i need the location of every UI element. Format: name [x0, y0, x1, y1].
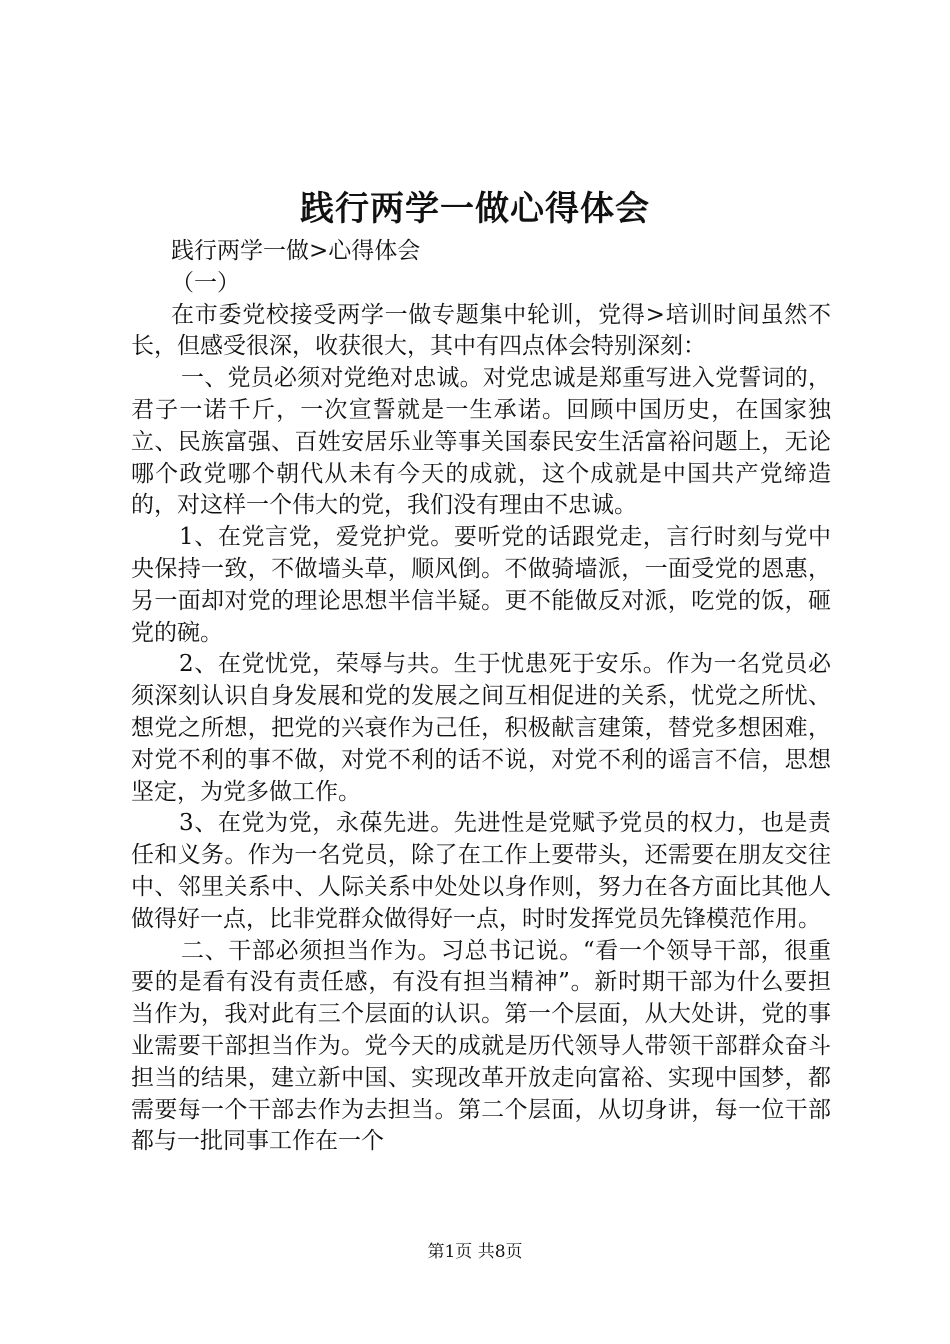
- page-footer: 第1页 共8页: [427, 1242, 523, 1262]
- item-three-paragraph: 3、在党为党，永葆先进。先进性是党赋予党员的权力，也是责任和义务。作为一名党员，除了在工作上要带头，还需要在朋友交往中、邻里关系中、人际关系中处处以身作则，努力在各方面比其他人做得好一点，比非党群众做得好一点，时时发挥党员先锋模范作用。: [131, 810, 831, 932]
- intro-paragraph: 在市委党校接受两学一做专题集中轮训，党得>培训时间虽然不长，但感受很深，收获很大，其中有四点体会特别深刻：: [131, 301, 831, 360]
- document-subtitle: 践行两学一做>心得体会: [171, 238, 421, 264]
- document-title: 践行两学一做心得体会: [300, 189, 650, 229]
- item-two-paragraph: 2、在党忧党，荣辱与共。生于忧患死于安乐。作为一名党员必须深刻认识自身发展和党的发展之间互相促进的关系，忧党之所忧、想党之所想，把党的兴衰作为己任，积极献言建策，替党多想困难，对党不利的事不做，对党不利的话不说，对党不利的谣言不信，思想坚定，为党多做工作。: [131, 651, 831, 805]
- point-one-paragraph: 一、党员必须对党绝对忠诚。对党忠诚是郑重写进入党誓词的，君子一诺千斤，一次宣誓就是一生承诺。回顾中国历史，在国家独立、民族富强、百姓安居乐业等事关国泰民安生活富裕问题上，无论哪个政党哪个朝代从未有今天的成就，这个成就是中国共产党缔造的，对这样一个伟大的党，我们没有理由不忠诚。: [131, 365, 831, 519]
- document-body: [131, 236, 831, 1158]
- item-one-paragraph: 1、在党言党，爱党护党。要听党的话跟党走，言行时刻与党中央保持一致，不做墙头草，顺风倒。不做骑墙派，一面受党的恩惠，另一面却对党的理论思想半信半疑。更不能做反对派，吃党的饭，砸党的碗。: [131, 524, 831, 646]
- point-two-paragraph: 二、干部必须担当作为。习总书记说。“看一个领导干部，很重要的是看有没有责任感，有没有担当精神”。新时期干部为什么要担当作为，我对此有三个层面的认识。第一个层面，从大处讲，党的事业需要干部担当作为。党今天的成就是历代领导人带领干部群众奋斗担当的结果，建立新中国、实现改革开放走向富裕、实现中国梦，都需要每一个干部去作为去担当。第二个层面，从切身讲，每一位干部都与一批同事工作在一个: [131, 937, 831, 1155]
- section-marker: （一）: [171, 269, 240, 296]
